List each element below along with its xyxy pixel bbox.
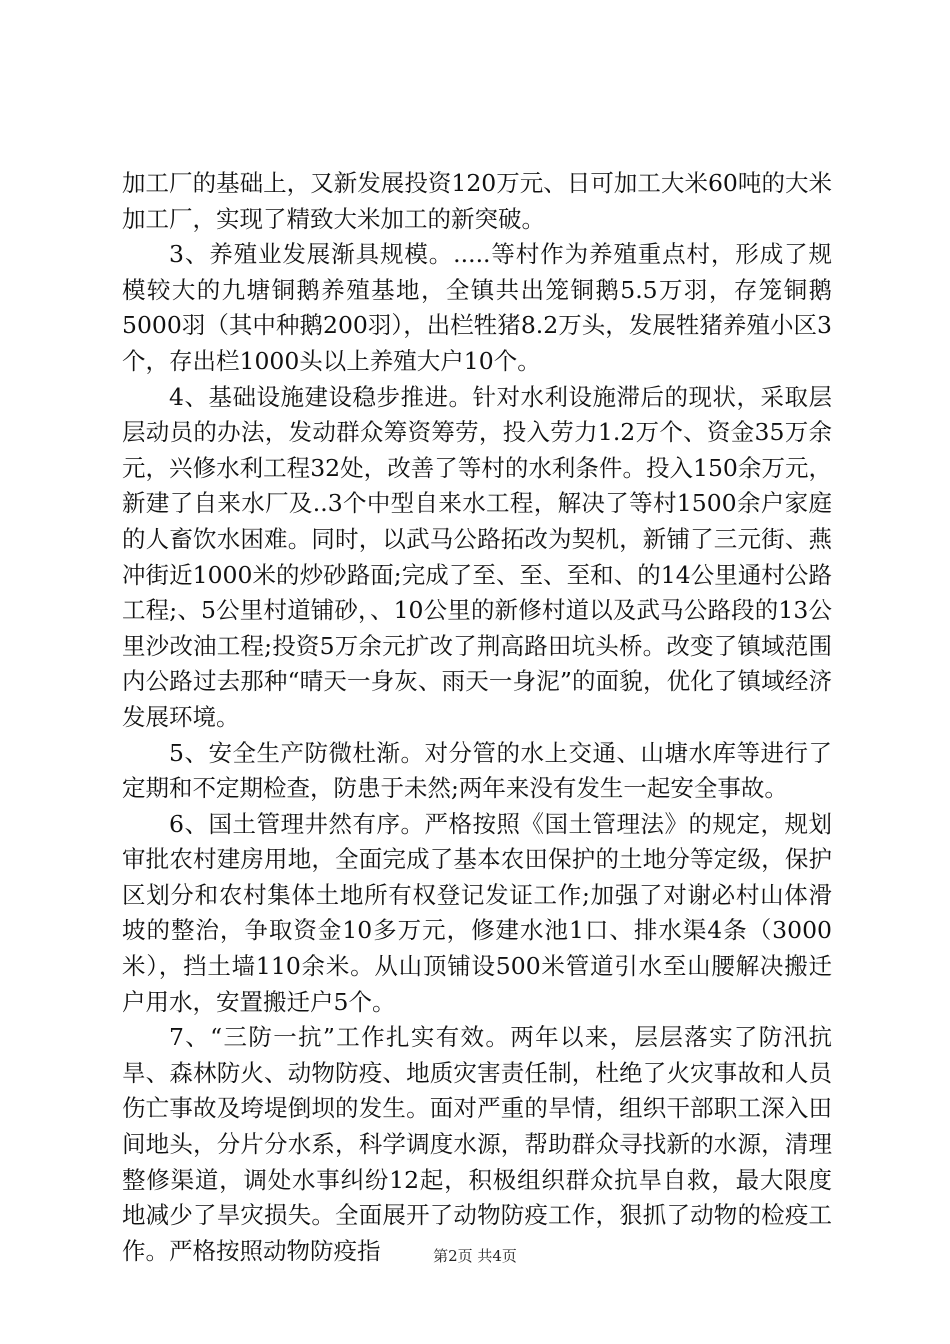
paragraph-safety: 5、安全生产防微杜渐。对分管的水上交通、山塘水库等进行了定期和不定期检查，防患于未然;两年来没有发生一起安全事故。 [122, 738, 832, 803]
paragraph-infrastructure: 4、基础设施建设稳步推进。针对水利设施滞后的现状，采取层层动员的办法，发动群众筹资筹劳，投入劳力1.2万个、资金35万余元，兴修水利工程32处，改善了等村的水利条件。投入150余万元，新建了自来水厂及..3个中型自来水工程，解决了等村1500余户家庭的人畜饮水困难。同时，以武马公路拓改为契机，新铺了三元街、燕冲街近1000米的炒砂路面;完成了至、至、至和、的14公里通村公路工程;、5公里村道铺砂，、10公里的新修村道以及武马公路段的13公里沙改油工程;投资5万余元扩改了荆高路田坑头桥。改变了镇域范围内公路过去那种“晴天一身灰、雨天一身泥”的面貌，优化了镇域经济发展环境。 [122, 382, 832, 731]
document-body [122, 166, 832, 1269]
paragraph-disaster-prevention: 7、“三防一抗”工作扎实有效。两年以来，层层落实了防汛抗旱、森林防火、动物防疫、地质灾害责任制，杜绝了火灾事故和人员伤亡事故及垮堤倒坝的发生。面对严重的旱情，组织干部职工深入田间地头，分片分水系，科学调度水源，帮助群众寻找新的水源，清理整修渠道，调处水事纠纷12起，积极组织群众抗旱自救，最大限度地减少了旱灾损失。全面展开了动物防疫工作，狠抓了动物的检疫工作。严格按照动物防疫指 [122, 1023, 832, 1265]
paragraph-land-management: 6、国土管理井然有序。严格按照《国土管理法》的规定，规划审批农村建房用地，全面完成了基本农田保护的土地分等定级，保护区划分和农村集体土地所有权登记发证工作;加强了对谢必村山体滑坡的整治，争取资金10多万元，修建水池1口、排水渠4条（3000米），挡土墙110余米。从山顶铺设500米管道引水至山腰解决搬迁户用水，安置搬迁户5个。 [122, 809, 832, 1016]
paragraph-continuation: 加工厂的基础上，又新发展投资120万元、日可加工大米60吨的大米加工厂，实现了精致大米加工的新突破。 [122, 169, 832, 233]
paragraph-breeding: 3、养殖业发展渐具规模。.....等村作为养殖重点村，形成了规模较大的九塘铜鹅养殖基地，全镇共出笼铜鹅5.5万羽，存笼铜鹅5000羽（其中种鹅200羽），出栏牲猪8.2万头，发展牲猪养殖小区3个，存出栏1000头以上养殖大户10个。 [122, 240, 832, 375]
page-footer: 第2页 共4页 [433, 1247, 517, 1265]
